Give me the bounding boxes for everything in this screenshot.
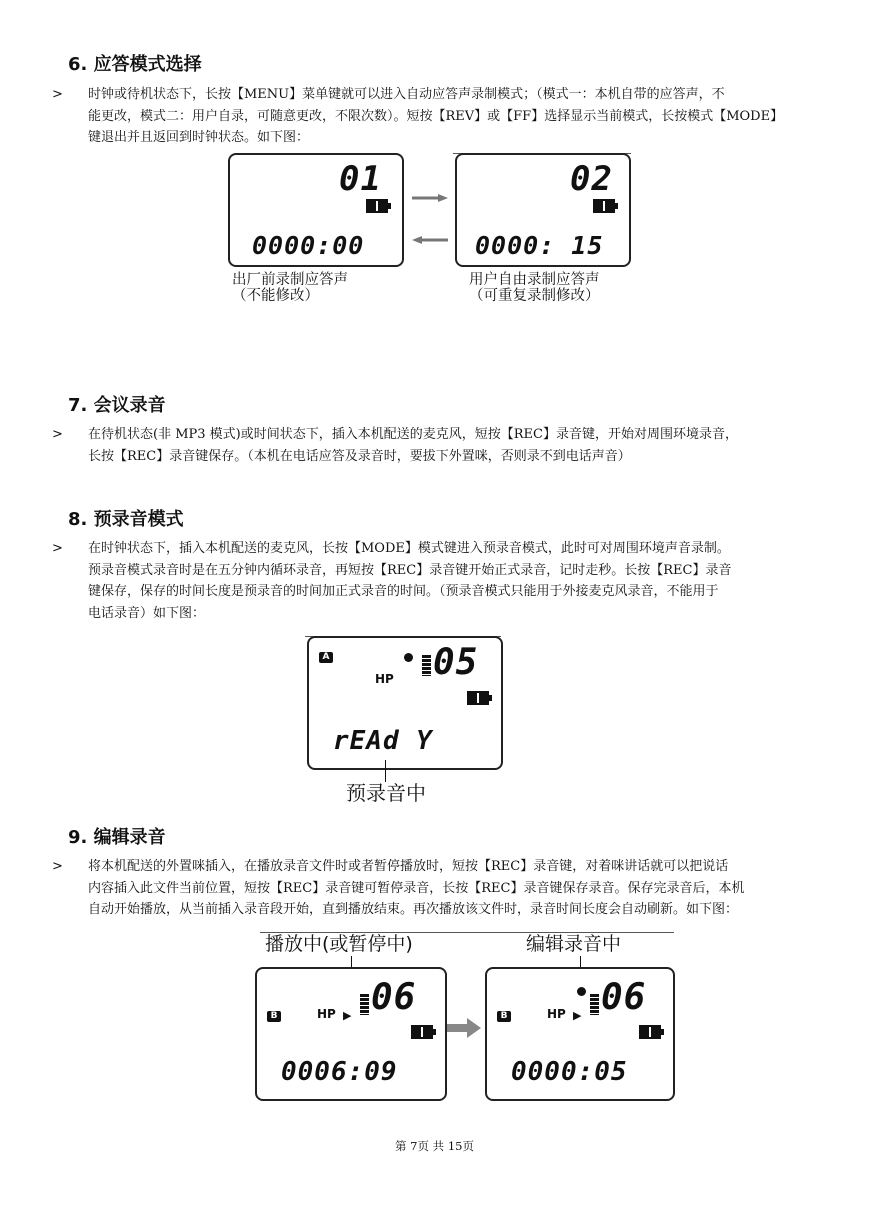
lcd-screen-playing bbox=[255, 967, 447, 1101]
section-7-title: 7. 会议录音 bbox=[68, 395, 166, 416]
bullet-marker: > bbox=[52, 87, 63, 102]
battery-icon bbox=[411, 1025, 433, 1039]
lcd-screen-preview bbox=[307, 636, 503, 770]
lcd-mode-number: 02 bbox=[570, 159, 613, 199]
arrow-right-icon bbox=[412, 187, 448, 195]
lcd-screen-mode-1 bbox=[228, 153, 404, 267]
lcd-ready-text: rEAd Y bbox=[333, 726, 433, 756]
caption-mode-2 bbox=[469, 272, 600, 304]
caption-mode-1 bbox=[232, 272, 348, 304]
arrow-right-icon bbox=[447, 1018, 481, 1038]
lcd-screen-editing bbox=[485, 967, 675, 1101]
battery-icon bbox=[593, 199, 615, 213]
label-playing: 播放中(或暂停中) bbox=[265, 933, 413, 955]
mode-a-icon: A bbox=[319, 652, 333, 663]
caption-preview: 预录音中 bbox=[346, 781, 426, 805]
paragraph-line: 键退出并且返回到时钟状态。如下图： bbox=[88, 130, 310, 145]
caption-line: （可重复录制修改） bbox=[469, 288, 600, 304]
caption-line: 出厂前录制应答声 bbox=[232, 272, 348, 288]
lcd-file-number: 06 bbox=[371, 977, 417, 1018]
section-6-title: 6. 应答模式选择 bbox=[68, 54, 202, 75]
paragraph-line: 在待机状态(非 MP3 模式)或时间状态下，插入本机配送的麦克风，短按【REC】录音键，开始对周围环境录音， bbox=[88, 427, 738, 442]
lcd-time: 0000:05 bbox=[511, 1057, 628, 1087]
lcd-time: 0000:00 bbox=[252, 231, 365, 260]
section-6-paragraph bbox=[52, 84, 842, 149]
paragraph-line: 能更改，模式二：用户自录，可随意更改，不限次数）。短按【REV】或【FF】选择显示当前模式，长按模式【MODE】 bbox=[88, 108, 784, 124]
level-bar-icon bbox=[360, 994, 369, 1015]
battery-icon bbox=[639, 1025, 661, 1039]
section-9-title: 9. 编辑录音 bbox=[68, 827, 166, 848]
section-7-paragraph bbox=[52, 424, 842, 467]
label-editing: 编辑录音中 bbox=[526, 933, 622, 955]
section-9-paragraph bbox=[52, 856, 842, 921]
paragraph-line: 长按【REC】录音键保存。（本机在电话应答及录音时，要拔下外置咪，否则录不到电话声音） bbox=[88, 448, 631, 464]
record-dot-icon bbox=[404, 653, 413, 662]
play-icon: ▶ bbox=[343, 1009, 352, 1022]
paragraph-line: 时钟或待机状态下，长按【MENU】菜单键就可以进入自动应答声录制模式；（模式一：本机自带的应答声，不 bbox=[88, 87, 725, 102]
paragraph-line: 电话录音）如下图： bbox=[88, 605, 206, 621]
paragraph-line: 内容插入此文件当前位置，短按【REC】录音键可暂停录音，长按【REC】录音键保存录音。保存完录音后，本机 bbox=[88, 880, 745, 896]
section-8-title: 8. 预录音模式 bbox=[68, 509, 184, 530]
play-icon: ▶ bbox=[573, 1009, 582, 1022]
mode-b-icon: B bbox=[497, 1011, 511, 1022]
arrow-left-icon bbox=[412, 229, 448, 237]
headphone-label: HP bbox=[547, 1007, 566, 1021]
lcd-file-number: 05 bbox=[433, 642, 479, 683]
paragraph-line: 键保存，保存的时间长度是预录音的时间加正式录音的时间。（预录音模式只能用于外接麦克风录音，不能用于 bbox=[88, 584, 719, 599]
bullet-marker: > bbox=[52, 859, 63, 874]
section-8-paragraph bbox=[52, 538, 842, 624]
lcd-time: 0006:09 bbox=[281, 1057, 398, 1087]
caption-line: （不能修改） bbox=[232, 288, 319, 304]
lcd-screen-mode-2 bbox=[455, 153, 631, 267]
lcd-time: 0000: 15 bbox=[475, 231, 604, 260]
lcd-mode-number: 01 bbox=[339, 159, 382, 199]
mode-b-icon: B bbox=[267, 1011, 281, 1022]
paragraph-line: 预录音模式录音时是在五分钟内循环录音，再短按【REC】录音键开始正式录音，记时走秒。长按【REC】录音 bbox=[88, 562, 732, 578]
page-footer: 第 7页 共 15页 bbox=[395, 1139, 474, 1153]
paragraph-line: 自动开始播放，从当前插入录音段开始，直到播放结束。再次播放该文件时，录音时间长度会自动刷新。如下图： bbox=[88, 902, 739, 917]
caption-line: 用户自由录制应答声 bbox=[469, 272, 600, 288]
record-dot-icon bbox=[577, 987, 586, 996]
level-bar-icon bbox=[590, 994, 599, 1015]
bullet-marker: > bbox=[52, 427, 63, 442]
headphone-label: HP bbox=[317, 1007, 336, 1021]
lcd-file-number: 06 bbox=[601, 977, 647, 1018]
battery-icon bbox=[366, 199, 388, 213]
bullet-marker: > bbox=[52, 541, 63, 556]
level-bar-icon bbox=[422, 655, 431, 676]
pointer-line bbox=[385, 760, 386, 782]
paragraph-line: 将本机配送的外置咪插入，在播放录音文件时或者暂停播放时，短按【REC】录音键，对着咪讲话就可以把说话 bbox=[88, 859, 729, 874]
headphone-label: HP bbox=[375, 672, 394, 686]
battery-icon bbox=[467, 691, 489, 705]
paragraph-line: 在时钟状态下，插入本机配送的麦克风，长按【MODE】模式键进入预录音模式，此时可对周围环境声音录制。 bbox=[88, 541, 730, 556]
